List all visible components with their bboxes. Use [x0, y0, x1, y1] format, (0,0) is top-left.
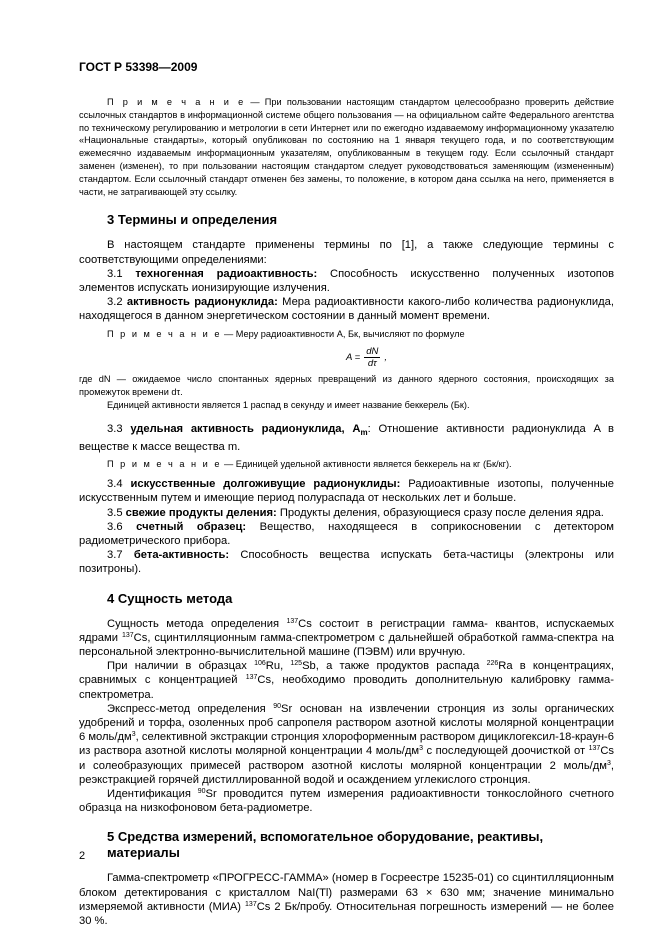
formula-where: где dN — ожидаемое число спонтанных ядерных превращений из данного ядерного состояния, происходящих за промежуток времени dτ.: [79, 374, 614, 398]
activity-unit-note: Единицей активности является 1 распад в секунду и имеет название беккерель (Бк).: [107, 399, 470, 410]
section-4-heading: 4 Сущность метода: [107, 590, 233, 606]
formula-fraction: [364, 346, 380, 369]
section-5-paragraph-1: Гамма-спектрометр «ПРОГРЕСС-ГАММА» (номер в Госреестре 15235-01) со сцинтилляционным блоком детектирования с кристаллом NaI(Tl) размерами 63 × 630 мм; значение минимально измеряемой активности (МИА) $^{137}$Cs 2 Бк/пробу. Относительная погрешность измерений — не более 30 %.: [79, 872, 614, 928]
note-activity-formula: [79, 328, 614, 341]
document-header: ГОСТ Р 53398—2009: [79, 60, 198, 74]
formula-denominator: dτ: [367, 358, 377, 370]
term-3-6: [79, 520, 614, 548]
section-3-intro: В настоящем стандарте применены термины по [1], а также следующие термины с соответствующими определениями:: [79, 239, 614, 266]
section-4-paragraph-3: Экспресс-метод определения $^{90}$Sr основан на извлечении стронция из золы органических удобрений и торфа, озоленных проб сапропеля раствором азотной кислоты молярной концентрации 6 моль/$дм^3$, селективной экстракции стронция хлороформенным раствором дициклогексил-18-краун-6 из раствора азотной кислоты молярной концентрации 4 моль/$дм^3$ с последующей доочисткой от $^{137}$Cs и солеобразующих примесей раствором азотной кислоты молярной концентрации 2 моль/$дм^3$, реэкстракцией горячей дистиллированной водой и осаждением углекислого стронция.: [79, 702, 615, 786]
section-4-paragraph-1: Сущность метода определения $^{137}$Cs состоит в регистрации гамма- квантов, испускаемых ядрами $^{137}$Cs, сцинтилляционным гамма-спектрометром с дальнейшей обработкой гамма-спектра на персональной электронно-вычислительной машине (ПЭВМ) или вручную.: [79, 617, 614, 659]
term-number: 3.1: [107, 267, 123, 280]
note-text: — Меру радиоактивности A, Бк, вычисляют по формуле: [221, 328, 465, 339]
section-4-paragraph-2: При наличии в образцах $^{106}$Ru, $^{125}$Sb, а также продуктов распада $^{226}$Ra в концентрациях, сравнимых с концентрацией $^{137}$Cs, необходимо проводить дополнительную калибровку гамма-спектрометра.: [79, 660, 615, 701]
term-3-5: [79, 506, 614, 520]
term-definition: Мера радиоактивности какого-либо количества радионуклида, находящегося в данном энергетическом состоянии в данный момент времени.: [79, 296, 614, 323]
formula-numerator: dN: [366, 346, 379, 358]
note-specific-activity: [79, 458, 614, 471]
note-label: П р и м е ч а н и е: [107, 459, 222, 470]
term-definition: Вещество, находящееся в соприкосновении с детектором радиометрического прибора.: [79, 520, 615, 548]
formula-lhs: A =: [346, 351, 361, 363]
term-name: счетный образец:: [136, 520, 247, 533]
formula-end: ,: [384, 351, 387, 363]
term-definition: Способность вещества испускать бета-частицы (электроны или позитроны).: [79, 549, 615, 576]
note-text: — При пользовании настоящим стандартом целесообразно проверить действие ссылочных стандартов в информационной системе общего пользования — на официальном сайте Федерального агентства по техническому регулированию и метрологии в сети Интернет или по ежегодно издаваемому информационному указателю «Национальные стандарты», который опубликован по состоянию на 1 января текущего года, и по соответствующим ежемесячно издаваемым информационным указателям, опубликованным в текущем году. Если ссылочный стандарт заменен (изменен), то при пользовании настоящим стандартом следует руководствоваться заменяющим (измененным) стандартом. Если ссылочный стандарт отменен без замены, то положение, в котором дана ссылка на него, применяется в части, не затрагивающей эту ссылку.: [79, 97, 614, 197]
term-definition: : Отношение активности радионуклида A в веществе к массе вещества m.: [79, 422, 614, 454]
term-name: удельная активность радионуклида, A: [130, 422, 361, 435]
term-3-4: [79, 477, 614, 505]
term-definition: Продукты деления, образующиеся сразу после деления ядра.: [276, 506, 604, 519]
term-name: активность радионуклида:: [126, 296, 278, 309]
section-5-heading: 5 Средства измерений, вспомогательное оборудование, реактивы, материалы: [107, 829, 544, 861]
document-body: [79, 96, 614, 928]
section-3-heading: 3 Термины и определения: [107, 212, 278, 228]
term-number: 3.3: [107, 422, 123, 435]
term-number: 3.7: [107, 549, 123, 562]
term-number: 3.4: [107, 478, 123, 491]
term-name: техногенная радиоактивность:: [135, 267, 318, 280]
section-4-paragraph-4: Идентификация $^{90}$Sr проводится путем измерения радиоактивности тонкослойного счетного образца на низкофоновом бета-радиометре.: [79, 788, 615, 815]
page-number: 2: [79, 850, 86, 862]
activity-formula: [119, 346, 614, 369]
term-definition: Радиоактивные изотопы, полученные искусственным путем и имеющие период полураспада от нескольких лет и больше.: [79, 478, 615, 505]
term-3-7: [79, 548, 614, 576]
term-name: искусственные долгоживущие радионуклиды:: [130, 478, 401, 491]
note-text: — Единицей удельной активности является беккерель на кг (Бк/кг).: [221, 459, 512, 470]
term-number: 3.5: [107, 506, 123, 519]
term-3-2: [79, 295, 614, 323]
note-label: П р и м е ч а н и е: [107, 328, 222, 339]
term-3-1: [79, 267, 614, 295]
term-3-3: [79, 422, 614, 455]
term-number: 3.2: [107, 296, 123, 309]
note-references: [79, 96, 614, 198]
term-subscript: m: [360, 428, 368, 438]
term-name: свежие продукты деления:: [125, 506, 277, 519]
note-label: П р и м е ч а н и е: [107, 97, 246, 107]
term-number: 3.6: [107, 520, 123, 533]
term-name: бета-активность:: [133, 549, 230, 562]
term-definition: Способность искусственно полученных изотопов элементов испускать ионизирующие излучения.: [79, 267, 615, 294]
